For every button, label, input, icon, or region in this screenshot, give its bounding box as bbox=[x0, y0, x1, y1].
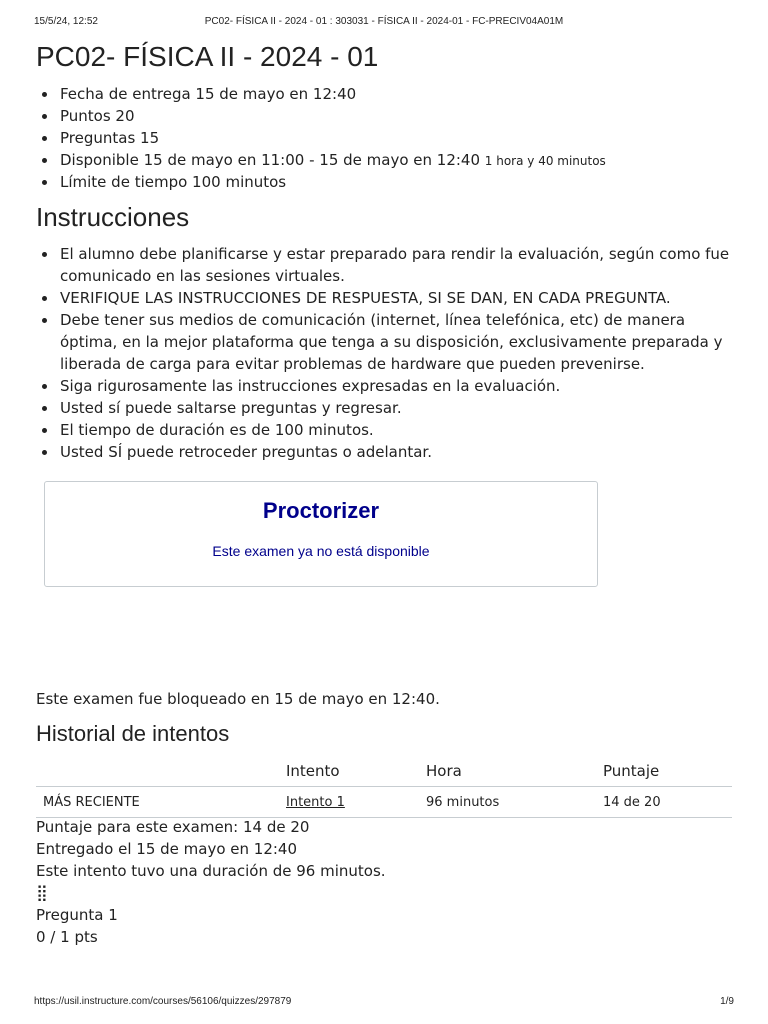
proctorizer-message: Este examen ya no está disponible bbox=[212, 543, 430, 559]
question-label: Pregunta 1 bbox=[36, 906, 118, 924]
submitted-at: Entregado el 15 de mayo en 12:40 bbox=[36, 840, 298, 858]
availability-range: Disponible 15 de mayo en 11:00 - 15 de mayo en 12:40 bbox=[60, 151, 480, 169]
instructions-heading: Instrucciones bbox=[36, 202, 190, 232]
print-page-number: 1/9 bbox=[720, 996, 734, 1007]
attempt-label: MÁS RECIENTE bbox=[36, 787, 286, 818]
proctorizer-panel bbox=[44, 481, 598, 587]
print-datetime: 15/5/24, 12:52 bbox=[34, 16, 98, 27]
availability bbox=[36, 149, 736, 171]
attempt-link[interactable]: Intento 1 bbox=[286, 794, 345, 810]
table-row bbox=[36, 787, 732, 818]
attempt-time: 96 minutos bbox=[426, 787, 603, 818]
print-header bbox=[34, 16, 734, 30]
column-header-score: Puntaje bbox=[603, 756, 732, 787]
question-points: 0 / 1 pts bbox=[36, 928, 98, 946]
attempt-history-table bbox=[36, 756, 732, 818]
drag-handle-icon[interactable]: ⣿ bbox=[36, 883, 46, 902]
instruction-item: Usted sí puede saltarse preguntas y regresar. bbox=[36, 397, 736, 419]
instruction-item: Usted SÍ puede retroceder preguntas o adelantar. bbox=[36, 441, 736, 463]
proctorizer-title: Proctorizer bbox=[262, 498, 380, 523]
column-header-attempt: Intento bbox=[286, 756, 426, 787]
instruction-item: Siga rigurosamente las instrucciones expresadas en la evaluación. bbox=[36, 375, 736, 397]
attempt-result bbox=[36, 816, 386, 948]
locked-message: Este examen fue bloqueado en 15 de mayo en 12:40. bbox=[36, 690, 440, 708]
print-page-title: PC02- FÍSICA II - 2024 - 01 : 303031 - FÍSICA II - 2024-01 - FC-PRECIV04A01M bbox=[204, 16, 564, 27]
quiz-score: Puntaje para este examen: 14 de 20 bbox=[36, 818, 310, 836]
attempt-score: 14 de 20 bbox=[603, 787, 732, 818]
points: Puntos 20 bbox=[36, 105, 736, 127]
availability-duration: 1 hora y 40 minutos bbox=[484, 154, 606, 168]
quiz-details-list bbox=[36, 83, 736, 193]
instruction-item: El alumno debe planificarse y estar preparado para rendir la evaluación, según como fue comunicado en las sesiones virtuales. bbox=[36, 243, 736, 287]
table-header-row bbox=[36, 756, 732, 787]
time-limit: Límite de tiempo 100 minutos bbox=[36, 171, 736, 193]
print-url: https://usil.instructure.com/courses/56106/quizzes/297879 bbox=[34, 996, 292, 1007]
instruction-item: El tiempo de duración es de 100 minutos. bbox=[36, 419, 736, 441]
attempt-cell bbox=[286, 787, 426, 818]
quiz-title: PC02- FÍSICA II - 2024 - 01 bbox=[36, 41, 379, 72]
instruction-item: Debe tener sus medios de comunicación (internet, línea telefónica, etc) de manera óptima, en la mejor plataforma que tenga a su disposición, exclusivamente preparada y liberada de carga para evitar problemas de hardware que pueden prevenirse. bbox=[36, 309, 736, 375]
instruction-item: VERIFIQUE LAS INSTRUCCIONES DE RESPUESTA, SI SE DAN, EN CADA PREGUNTA. bbox=[36, 287, 736, 309]
instructions-list bbox=[36, 243, 736, 463]
print-footer bbox=[34, 996, 734, 1010]
history-heading: Historial de intentos bbox=[36, 721, 230, 746]
question-count: Preguntas 15 bbox=[36, 127, 736, 149]
column-header-label bbox=[36, 756, 286, 787]
attempt-duration: Este intento tuvo una duración de 96 minutos. bbox=[36, 862, 386, 880]
column-header-time: Hora bbox=[426, 756, 603, 787]
due-date: Fecha de entrega 15 de mayo en 12:40 bbox=[36, 83, 736, 105]
